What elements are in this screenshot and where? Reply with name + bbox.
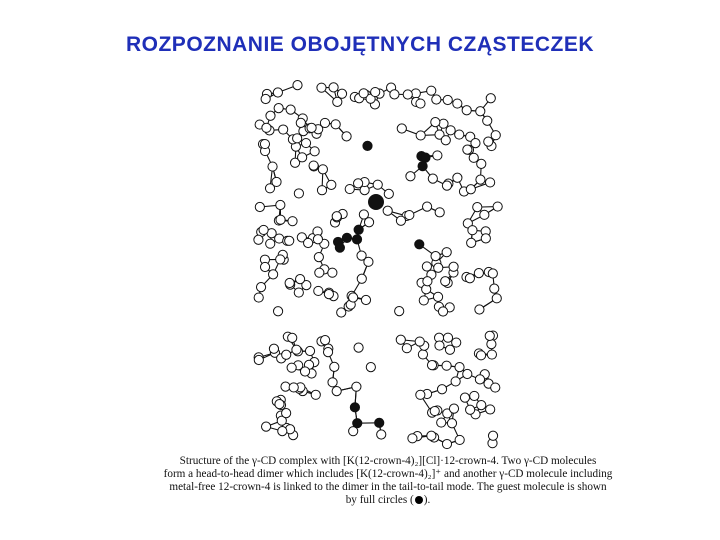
- host-atom: [427, 86, 436, 95]
- host-atom: [430, 406, 439, 415]
- host-atom: [352, 382, 361, 391]
- host-atom: [483, 116, 492, 125]
- host-atom: [300, 367, 309, 376]
- host-atom: [455, 363, 464, 372]
- host-atom: [396, 216, 405, 225]
- host-atom: [434, 263, 443, 272]
- host-atom: [475, 305, 484, 314]
- host-atom: [332, 212, 341, 221]
- host-atom: [314, 253, 323, 262]
- host-atom: [490, 284, 499, 293]
- host-atom: [330, 362, 339, 371]
- host-atom: [273, 88, 282, 97]
- host-atom: [309, 161, 318, 170]
- host-atom: [473, 203, 482, 212]
- host-atom: [418, 350, 427, 359]
- host-atom: [468, 226, 477, 235]
- host-atom: [427, 360, 436, 369]
- host-atom: [298, 153, 307, 162]
- host-atom: [486, 405, 495, 414]
- host-atom: [313, 235, 322, 244]
- host-atom: [476, 175, 485, 184]
- host-atom: [318, 165, 327, 174]
- host-atom: [476, 351, 485, 360]
- caption-last-prefix: by full circles (: [345, 494, 414, 506]
- host-atom: [321, 336, 330, 345]
- host-atom: [460, 393, 469, 402]
- host-atom: [488, 269, 497, 278]
- host-atom: [260, 262, 269, 271]
- host-atom: [274, 104, 283, 113]
- host-atom: [416, 131, 425, 140]
- host-atom: [329, 83, 338, 92]
- host-atom: [403, 90, 412, 99]
- host-atom: [384, 189, 393, 198]
- host-atom: [357, 251, 366, 260]
- host-atom: [422, 202, 431, 211]
- host-atom: [288, 333, 297, 342]
- host-atom: [442, 361, 451, 370]
- host-atom: [354, 179, 363, 188]
- host-atom: [475, 375, 484, 384]
- caption-line-1: Structure of the γ-CD complex with [K(12-crown-4)₂][Cl]·12-crown-4. Two γ-CD molecules: [179, 455, 597, 467]
- host-atom: [485, 178, 494, 187]
- host-atom: [349, 293, 358, 302]
- host-atom: [433, 151, 442, 160]
- host-atom: [315, 268, 324, 277]
- figure-caption: [128, 455, 648, 507]
- host-atom: [397, 124, 406, 133]
- host-atom: [256, 283, 265, 292]
- host-atom: [275, 400, 284, 409]
- host-atom: [307, 123, 316, 132]
- guest-atom: [418, 161, 427, 170]
- host-atom: [487, 350, 496, 359]
- host-atom: [469, 153, 478, 162]
- host-atom: [446, 126, 455, 135]
- host-atom: [320, 118, 329, 127]
- host-atom: [427, 431, 436, 440]
- host-atom: [361, 295, 370, 304]
- host-atom: [296, 118, 305, 127]
- host-atom: [342, 132, 351, 141]
- host-atom: [310, 147, 319, 156]
- host-atom: [254, 355, 263, 364]
- host-atom: [286, 105, 295, 114]
- host-atom: [466, 185, 475, 194]
- host-atom: [260, 139, 269, 148]
- host-atom: [437, 385, 446, 394]
- molecular-structure-figure: [128, 70, 648, 460]
- host-atom: [470, 391, 479, 400]
- guest-atom: [352, 235, 361, 244]
- host-atom: [402, 344, 411, 353]
- host-atom: [491, 131, 500, 140]
- host-atom: [295, 275, 304, 284]
- host-atom: [278, 427, 287, 436]
- host-atom: [449, 262, 458, 271]
- host-atom: [423, 277, 432, 286]
- host-atom: [282, 409, 291, 418]
- host-atom: [422, 262, 431, 271]
- host-atom: [474, 269, 483, 278]
- host-atom: [269, 270, 278, 279]
- guest-atom: [342, 233, 351, 242]
- host-atom: [331, 120, 340, 129]
- host-atom: [433, 292, 442, 301]
- host-atom: [395, 307, 404, 316]
- host-atom: [377, 430, 386, 439]
- host-atom: [305, 346, 314, 355]
- host-atom: [477, 159, 486, 168]
- host-atom: [333, 97, 342, 106]
- guest-atom: [335, 243, 344, 252]
- host-atom: [435, 208, 444, 217]
- host-atom: [293, 80, 302, 89]
- host-atom: [477, 400, 486, 409]
- host-atom: [487, 340, 496, 349]
- host-atom: [292, 345, 301, 354]
- host-atom: [324, 289, 333, 298]
- host-atom: [405, 210, 414, 219]
- host-atom: [476, 107, 485, 116]
- guest-atom: [354, 225, 363, 234]
- host-atom: [438, 307, 447, 316]
- host-atom: [276, 200, 285, 209]
- host-atom: [467, 238, 476, 247]
- host-atom: [415, 337, 424, 346]
- host-atom: [314, 286, 323, 295]
- host-atom: [262, 123, 271, 132]
- host-atom: [323, 348, 332, 357]
- filled-circle-icon: [415, 496, 423, 504]
- host-atom: [359, 89, 368, 98]
- host-atom: [465, 274, 474, 283]
- host-atom: [293, 134, 302, 143]
- host-atom: [452, 338, 461, 347]
- host-atom: [416, 99, 425, 108]
- host-atom: [408, 434, 417, 443]
- host-atom: [481, 234, 490, 243]
- host-atom: [345, 184, 354, 193]
- host-atom: [453, 99, 462, 108]
- host-atom: [442, 248, 451, 257]
- guest-atom: [350, 403, 359, 412]
- host-atom: [266, 239, 275, 248]
- host-atom: [406, 172, 415, 181]
- host-atom: [492, 294, 501, 303]
- host-atom: [354, 343, 363, 352]
- host-atom: [311, 390, 320, 399]
- host-atom: [447, 419, 456, 428]
- host-atom: [371, 87, 380, 96]
- host-atom: [383, 206, 392, 215]
- caption-line-3: metal-free 12-crown-4 is linked to the dimer in the tail-to-tail mode. The guest molecule is shown: [169, 481, 607, 493]
- host-atom: [317, 186, 326, 195]
- host-atom: [285, 236, 294, 245]
- host-atom: [276, 215, 285, 224]
- host-atom: [491, 383, 500, 392]
- host-atom: [301, 138, 310, 147]
- host-atom: [463, 369, 472, 378]
- host-atom: [485, 331, 494, 340]
- guest-atom: [415, 240, 424, 249]
- host-atom: [486, 94, 495, 103]
- host-atom: [449, 404, 458, 413]
- slide-title: ROZPOZNANIE OBOJĘTNYCH CZĄSTECZEK: [125, 33, 595, 56]
- host-atom: [442, 181, 451, 190]
- host-atom: [373, 180, 382, 189]
- host-atom: [261, 94, 270, 103]
- host-atom: [266, 111, 275, 120]
- host-atom: [288, 217, 297, 226]
- host-atom: [437, 418, 446, 427]
- crystal-structure-drawing: [128, 70, 648, 460]
- host-atom: [332, 387, 341, 396]
- host-atom: [396, 335, 405, 344]
- host-atom: [317, 83, 326, 92]
- host-atom: [294, 189, 303, 198]
- host-atom: [279, 125, 288, 134]
- host-atom: [443, 333, 452, 342]
- host-atom: [441, 136, 450, 145]
- host-atom: [480, 210, 489, 219]
- host-atom: [428, 174, 437, 183]
- host-atom: [294, 288, 303, 297]
- host-atom: [493, 202, 502, 211]
- host-atom: [462, 106, 471, 115]
- caption-line-4: [128, 494, 648, 507]
- host-atom: [432, 95, 441, 104]
- host-atom: [282, 350, 291, 359]
- host-atom: [455, 130, 464, 139]
- host-atom: [337, 308, 346, 317]
- host-atom: [289, 383, 298, 392]
- host-atom: [471, 138, 480, 147]
- host-atom: [416, 390, 425, 399]
- caption-last-suffix: ).: [423, 494, 431, 506]
- host-atom: [269, 344, 278, 353]
- host-atom: [272, 177, 281, 186]
- host-atom: [366, 363, 375, 372]
- host-atom: [455, 435, 464, 444]
- host-atom: [268, 162, 277, 171]
- host-atom: [337, 89, 346, 98]
- host-atom: [453, 173, 462, 182]
- potassium-ion: [368, 194, 384, 210]
- host-atom: [451, 377, 460, 386]
- host-atom: [466, 405, 475, 414]
- host-atom: [419, 296, 428, 305]
- host-atom: [364, 218, 373, 227]
- host-atom: [390, 90, 399, 99]
- host-atom: [287, 363, 296, 372]
- caption-line-2: form a head-to-head dimer which includes [K(12-crown-4)₂]⁺ and another γ-CD molecule including: [163, 468, 613, 480]
- host-atom: [276, 255, 285, 264]
- host-atom: [442, 439, 451, 448]
- host-atom: [441, 277, 450, 286]
- host-atom: [328, 268, 337, 277]
- guest-atom: [363, 141, 372, 150]
- guest-atom: [375, 418, 384, 427]
- host-atom: [255, 202, 264, 211]
- guest-atom: [353, 419, 362, 428]
- host-atom: [443, 95, 452, 104]
- host-atom: [259, 225, 268, 234]
- host-atom: [435, 341, 444, 350]
- host-atom: [357, 274, 366, 283]
- host-atom: [431, 252, 440, 261]
- host-atom: [285, 278, 294, 287]
- host-atom: [327, 180, 336, 189]
- host-atom: [484, 137, 493, 146]
- host-atom: [463, 145, 472, 154]
- host-atom: [254, 235, 263, 244]
- host-atom: [254, 293, 263, 302]
- host-atom: [431, 118, 440, 127]
- host-atom: [261, 422, 270, 431]
- host-atom: [328, 378, 337, 387]
- host-atom: [304, 238, 313, 247]
- host-atom: [273, 307, 282, 316]
- guest-atom: [421, 153, 430, 162]
- host-atom: [439, 119, 448, 128]
- host-atom: [488, 431, 497, 440]
